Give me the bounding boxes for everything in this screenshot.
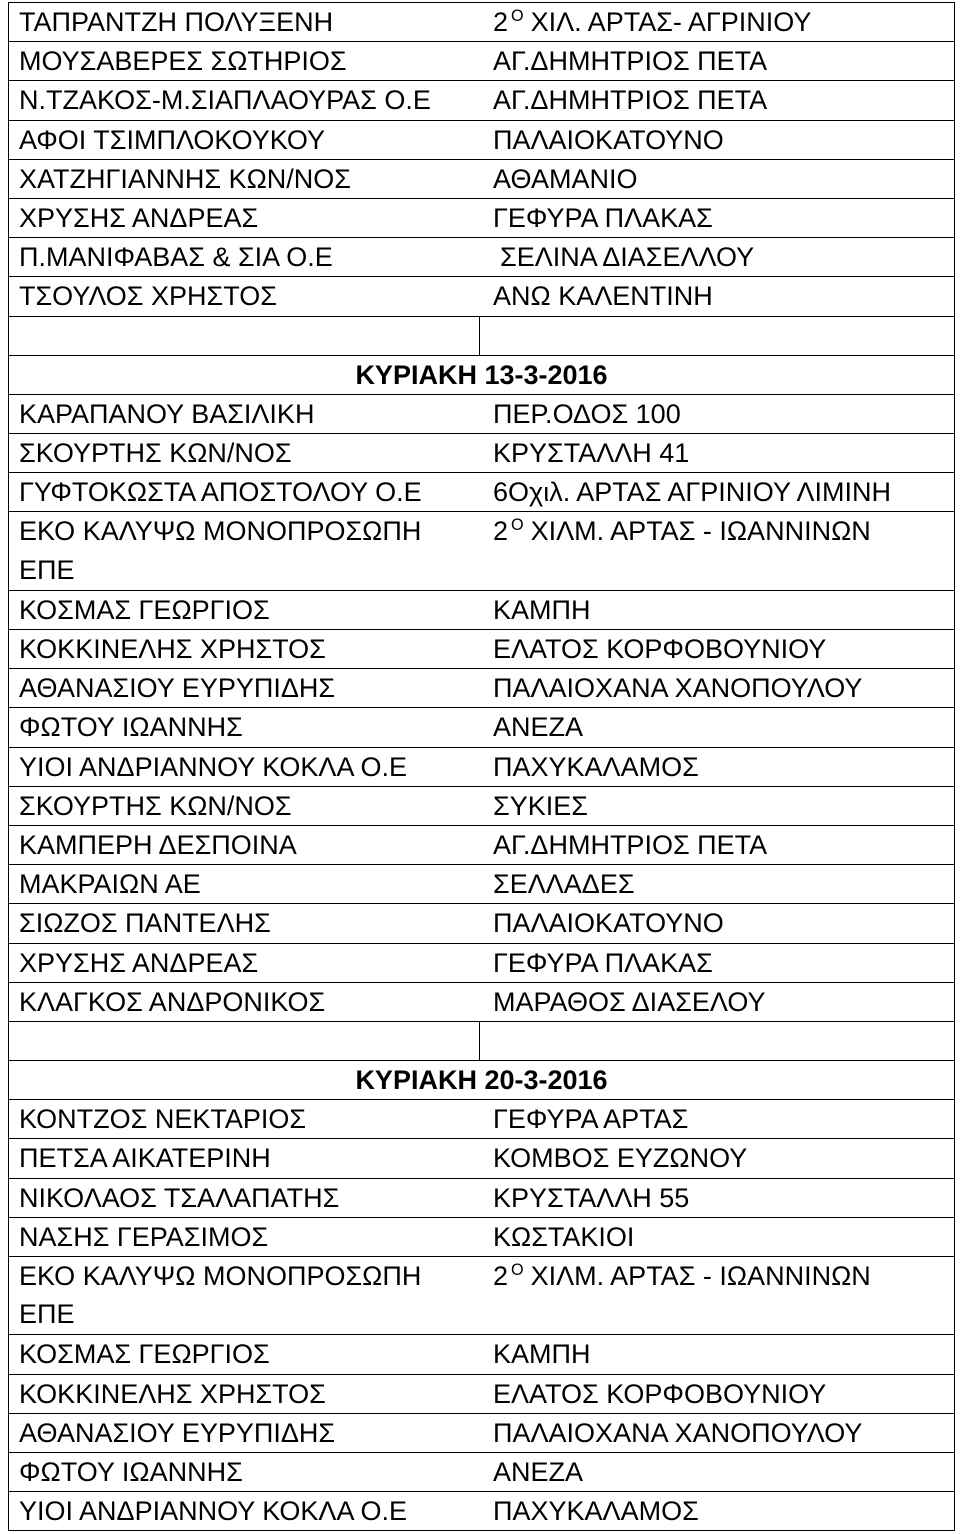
date-heading-row [9, 1061, 954, 1100]
name-cell: ΚΑΡΑΠΑΝΟΥ ΒΑΣΙΛΙΚΗ [19, 398, 315, 429]
name-cell: ΧΡΥΣΗΣ ΑΝΔΡΕΑΣ [19, 202, 259, 233]
name-cell: ΓΥΦΤΟΚΩΣΤΑ ΑΠΟΣΤΟΛΟΥ Ο.Ε [19, 477, 422, 508]
name-cell: ΤΑΠΡΑΝΤΖΗ ΠΟΛΥΞΕΝΗ [19, 7, 334, 37]
location-cell: ΠΑΛΑΙΟΧΑΝΑ ΧΑΝΟΠΟΥΛΟΥ [493, 1417, 863, 1448]
blank-row [9, 317, 954, 356]
schedule-row [9, 1492, 954, 1531]
location-cell: ΑΝΕΖΑ [493, 712, 584, 743]
schedule-row [9, 944, 954, 983]
empty-cell [480, 317, 954, 355]
name-cell: ΑΘΑΝΑΣΙΟΥ ΕΥΡΥΠΙΔΗΣ [19, 673, 336, 704]
name-cell: ΣΙΩΖΟΣ ΠΑΝΤΕΛΗΣ [19, 908, 271, 939]
schedule-row [9, 277, 954, 316]
name-cell: ΚΟΣΜΑΣ ΓΕΩΡΓΙΟΣ [19, 1339, 270, 1370]
schedule-row [9, 748, 954, 787]
duty-schedule-table [8, 2, 955, 1531]
schedule-row [9, 983, 954, 1022]
name-cell: ΝΙΚΟΛΑΟΣ ΤΣΑΛΑΠΑΤΗΣ [19, 1182, 340, 1213]
schedule-row [9, 512, 954, 590]
name-cell: ΚΟΚΚΙΝΕΛΗΣ ΧΡΗΣΤΟΣ [19, 1378, 326, 1409]
location-cell [480, 512, 954, 589]
name-cell: ΚΟΝΤΖΟΣ ΝΕΚΤΑΡΙΟΣ [19, 1104, 307, 1135]
location-number: 2 [493, 516, 509, 547]
location-cell [480, 1257, 954, 1334]
location-cell: ΑΝΩ ΚΑΛΕΝΤΙΝΗ [493, 281, 713, 312]
name-cell: ΣΚΟΥΡΤΗΣ ΚΩΝ/ΝΟΣ [19, 438, 292, 469]
location-cell: ΑΓ.ΔΗΜΗΤΡΙΟΣ ΠΕΤΑ [493, 85, 768, 116]
name-cell: ΑΦΟΙ ΤΣΙΜΠΛΟΚΟΥΚΟΥ [19, 124, 326, 155]
name-cell: ΚΟΣΜΑΣ ΓΕΩΡΓΙΟΣ [19, 594, 270, 625]
schedule-row [9, 1100, 954, 1139]
empty-cell [9, 1022, 480, 1060]
name-cell: Ν.ΤΖΑΚΟΣ-Μ.ΣΙΑΠΛΑΟΥΡΑΣ Ο.Ε [19, 85, 431, 116]
date-heading: ΚΥΡΙΑΚΗ 13-3-2016 [355, 359, 608, 390]
location-text: ΧΙΛ. ΑΡΤΑΣ- ΑΓΡΙΝΙΟΥ [530, 7, 812, 37]
location-cell: ΚΡΥΣΤΑΛΛΗ 55 [493, 1182, 690, 1213]
name-cell: ΧΑΤΖΗΓΙΑΝΝΗΣ ΚΩΝ/ΝΟΣ [19, 163, 351, 194]
name-cell: ΚΑΜΠΕΡΗ ΔΕΣΠΟΙΝΑ [19, 829, 297, 860]
schedule-row [9, 1257, 954, 1335]
location-cell: ΠΑΛΑΙΟΧΑΝΑ ΧΑΝΟΠΟΥΛΟΥ [493, 673, 863, 704]
schedule-row [9, 434, 954, 473]
schedule-row [9, 904, 954, 943]
location-cell: ΑΓ.ΔΗΜΗΤΡΙΟΣ ΠΕΤΑ [493, 46, 768, 77]
location-text: ΧΙΛΜ. ΑΡΤΑΣ - ΙΩΑΝΝΙΝΩΝ [530, 516, 871, 547]
empty-cell [480, 1022, 954, 1060]
location-cell: ΓΕΦΥΡΑ ΠΛΑΚΑΣ [493, 202, 713, 233]
schedule-row [9, 826, 954, 865]
blank-row [9, 1022, 954, 1061]
location-cell: ΑΓ.ΔΗΜΗΤΡΙΟΣ ΠΕΤΑ [493, 829, 768, 860]
schedule-row [9, 1335, 954, 1374]
location-cell: ΠΑΛΑΙΟΚΑΤΟΥΝΟ [493, 124, 724, 155]
name-cell: ΚΟΚΚΙΝΕΛΗΣ ΧΡΗΣΤΟΣ [19, 634, 326, 665]
schedule-row [9, 787, 954, 826]
schedule-row [9, 199, 954, 238]
location-cell [480, 3, 954, 41]
schedule-row [9, 1414, 954, 1453]
name-cell: ΜΑΚΡΑΙΩΝ ΑΕ [19, 869, 201, 900]
schedule-row [9, 1218, 954, 1257]
date-heading: ΚΥΡΙΑΚΗ 20-3-2016 [355, 1065, 608, 1096]
location-cell: ΠΕΡ.ΟΔΟΣ 100 [493, 398, 681, 429]
name-cell: ΕΚΟ ΚΑΛΥΨΩ ΜΟΝΟΠΡΟΣΩΠΗ ΕΠΕ [19, 516, 422, 585]
schedule-row [9, 42, 954, 81]
name-cell: ΑΘΑΝΑΣΙΟΥ ΕΥΡΥΠΙΔΗΣ [19, 1417, 336, 1448]
schedule-row [9, 708, 954, 747]
schedule-row [9, 395, 954, 434]
location-cell: ΚΑΜΠΗ [493, 594, 591, 625]
location-cell: ΚΩΣΤΑΚΙΟΙ [493, 1221, 635, 1252]
location-cell: ΕΛΑΤΟΣ ΚΟΡΦΟΒΟΥΝΙΟΥ [493, 634, 827, 665]
location-cell: ΕΛΑΤΟΣ ΚΟΡΦΟΒΟΥΝΙΟΥ [493, 1378, 827, 1409]
schedule-row [9, 121, 954, 160]
location-cell: ΜΑΡΑΘΟΣ ΔΙΑΣΕΛΟΥ [493, 986, 766, 1017]
name-cell: ΕΚΟ ΚΑΛΥΨΩ ΜΟΝΟΠΡΟΣΩΠΗ ΕΠΕ [19, 1261, 422, 1330]
location-cell: ΚΑΜΠΗ [493, 1339, 591, 1370]
name-cell: ΜΟΥΣΑΒΕΡΕΣ ΣΩΤΗΡΙΟΣ [19, 46, 347, 77]
location-superscript: Ο [511, 1260, 524, 1279]
schedule-row [9, 865, 954, 904]
name-cell: ΦΩΤΟΥ ΙΩΑΝΝΗΣ [19, 712, 243, 743]
schedule-row [9, 591, 954, 630]
location-number: 2 [493, 1261, 509, 1292]
name-cell: ΥΙΟΙ ΑΝΔΡΙΑΝΝΟΥ ΚΟΚΛΑ Ο.Ε [19, 751, 407, 782]
location-cell: 6Οχιλ. ΑΡΤΑΣ ΑΓΡΙΝΙΟΥ ΛΙΜΙΝΗ [493, 477, 891, 508]
location-superscript: Ο [511, 516, 524, 535]
name-cell: ΧΡΥΣΗΣ ΑΝΔΡΕΑΣ [19, 947, 259, 978]
schedule-row [9, 238, 954, 277]
location-cell: ΣΥΚΙΕΣ [493, 790, 588, 821]
empty-cell [9, 317, 480, 355]
location-cell: ΓΕΦΥΡΑ ΠΛΑΚΑΣ [493, 947, 713, 978]
location-cell: ΠΑΛΑΙΟΚΑΤΟΥΝΟ [493, 908, 724, 939]
schedule-row [9, 1375, 954, 1414]
location-superscript: Ο [511, 6, 524, 25]
location-cell: ΑΘΑΜΑΝΙΟ [493, 163, 638, 194]
date-heading-row [9, 356, 954, 395]
name-cell: ΚΛΑΓΚΟΣ ΑΝΔΡΟΝΙΚΟΣ [19, 986, 326, 1017]
location-text: ΧΙΛΜ. ΑΡΤΑΣ - ΙΩΑΝΝΙΝΩΝ [530, 1261, 871, 1292]
name-cell: ΥΙΟΙ ΑΝΔΡΙΑΝΝΟΥ ΚΟΚΛΑ Ο.Ε [19, 1496, 407, 1527]
location-cell: ΠΑΧΥΚΑΛΑΜΟΣ [493, 751, 699, 782]
name-cell: ΤΣΟΥΛΟΣ ΧΡΗΣΤΟΣ [19, 281, 277, 312]
schedule-row [9, 1139, 954, 1178]
name-cell: ΦΩΤΟΥ ΙΩΑΝΝΗΣ [19, 1456, 243, 1487]
location-cell: ΣΕΛΙΝΑ ΔΙΑΣΕΛΛΟΥ [500, 242, 755, 273]
location-cell: ΣΕΛΛΑΔΕΣ [493, 869, 635, 900]
location-cell: ΑΝΕΖΑ [493, 1456, 584, 1487]
location-cell: ΓΕΦΥΡΑ ΑΡΤΑΣ [493, 1104, 689, 1135]
location-cell: ΚΡΥΣΤΑΛΛΗ 41 [493, 438, 690, 469]
schedule-row [9, 669, 954, 708]
schedule-row [9, 630, 954, 669]
name-cell: Π.ΜΑΝΙΦΑΒΑΣ & ΣΙΑ Ο.Ε [19, 242, 333, 273]
location-number: 2 [493, 7, 509, 37]
schedule-row [9, 3, 954, 42]
schedule-row [9, 1179, 954, 1218]
schedule-row [9, 81, 954, 120]
schedule-row [9, 1453, 954, 1492]
schedule-row [9, 473, 954, 512]
name-cell: ΠΕΤΣΑ ΑΙΚΑΤΕΡΙΝΗ [19, 1143, 271, 1174]
name-cell: ΝΑΣΗΣ ΓΕΡΑΣΙΜΟΣ [19, 1221, 269, 1252]
location-cell: ΠΑΧΥΚΑΛΑΜΟΣ [493, 1496, 699, 1527]
name-cell: ΣΚΟΥΡΤΗΣ ΚΩΝ/ΝΟΣ [19, 790, 292, 821]
schedule-row [9, 160, 954, 199]
location-cell: ΚΟΜΒΟΣ ΕΥΖΩΝΟΥ [493, 1143, 748, 1174]
